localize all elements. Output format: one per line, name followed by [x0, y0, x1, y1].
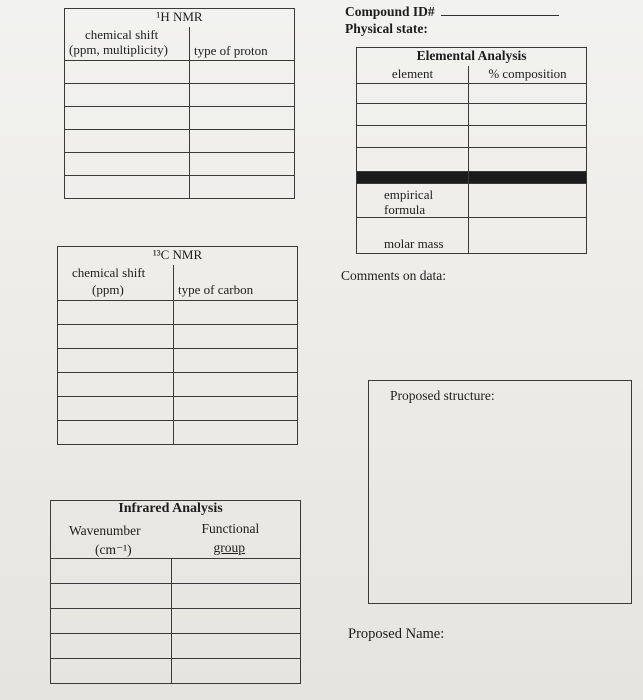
c-nmr-cell[interactable] — [58, 397, 174, 421]
elemental-cell[interactable] — [469, 84, 587, 104]
empirical-formula-cell[interactable] — [469, 184, 587, 218]
c-nmr-cell[interactable] — [174, 325, 298, 349]
h-nmr-cell[interactable] — [190, 176, 295, 199]
ir-cell[interactable] — [172, 634, 301, 659]
h-nmr-cell[interactable] — [190, 61, 295, 84]
elemental-cell[interactable] — [469, 126, 587, 148]
h-nmr-cell[interactable] — [65, 153, 190, 176]
c-nmr-carbon-header: type of carbon — [174, 265, 298, 301]
molar-mass-label: molar mass — [357, 218, 469, 254]
h-nmr-cell[interactable] — [190, 84, 295, 107]
proposed-name-label: Proposed Name: — [348, 626, 445, 642]
elemental-table — [356, 47, 587, 254]
c-nmr-cell[interactable] — [58, 301, 174, 325]
ir-table — [50, 500, 301, 684]
ir-cell[interactable] — [172, 659, 301, 684]
proposed-structure-label: Proposed structure: — [390, 388, 495, 403]
elemental-cell[interactable] — [469, 148, 587, 172]
h-nmr-cell[interactable] — [190, 107, 295, 130]
elemental-divider — [357, 172, 469, 184]
ir-cell[interactable] — [51, 634, 172, 659]
elemental-percent-header: % composition — [469, 66, 587, 84]
c-nmr-table — [57, 246, 298, 445]
h-nmr-table — [64, 8, 295, 199]
c-nmr-cell[interactable] — [58, 373, 174, 397]
elemental-cell[interactable] — [357, 104, 469, 126]
h-nmr-cell[interactable] — [65, 84, 190, 107]
elemental-title: Elemental Analysis — [357, 48, 587, 66]
h-nmr-cell[interactable] — [65, 61, 190, 84]
ir-wavenumber-header: Wavenumber (cm⁻¹) — [51, 521, 172, 559]
proposed-structure-box[interactable] — [368, 380, 632, 604]
ir-cell[interactable] — [172, 609, 301, 634]
h-nmr-shift-header: chemical shift (ppm, multiplicity) — [65, 27, 190, 61]
h-nmr-cell[interactable] — [190, 130, 295, 153]
c-nmr-cell[interactable] — [174, 397, 298, 421]
elemental-cell[interactable] — [357, 84, 469, 104]
c-nmr-title: ¹³C NMR — [58, 247, 298, 265]
h-nmr-cell[interactable] — [65, 107, 190, 130]
elemental-element-header: element — [357, 66, 469, 84]
ir-functional-header: Functional group — [172, 521, 301, 559]
ir-cell[interactable] — [51, 584, 172, 609]
ir-cell[interactable] — [172, 559, 301, 584]
compound-id-label: Compound ID# — [345, 4, 435, 19]
ir-cell[interactable] — [172, 584, 301, 609]
c-nmr-cell[interactable] — [58, 349, 174, 373]
c-nmr-cell[interactable] — [58, 325, 174, 349]
h-nmr-cell[interactable] — [190, 153, 295, 176]
comments-label: Comments on data: — [341, 268, 446, 283]
molar-mass-cell[interactable] — [469, 218, 587, 254]
compound-id-field[interactable] — [441, 15, 559, 16]
ir-cell[interactable] — [51, 559, 172, 584]
c-nmr-shift-header: chemical shift (ppm) — [58, 265, 174, 301]
elemental-cell[interactable] — [357, 126, 469, 148]
c-nmr-cell[interactable] — [174, 349, 298, 373]
elemental-cell[interactable] — [357, 148, 469, 172]
h-nmr-proton-header: type of proton — [190, 27, 295, 61]
elemental-divider — [469, 172, 587, 184]
c-nmr-cell[interactable] — [58, 421, 174, 445]
h-nmr-cell[interactable] — [65, 176, 190, 199]
c-nmr-cell[interactable] — [174, 373, 298, 397]
h-nmr-title: ¹H NMR — [65, 9, 295, 27]
c-nmr-cell[interactable] — [174, 301, 298, 325]
ir-title: Infrared Analysis — [51, 501, 301, 521]
ir-cell[interactable] — [51, 609, 172, 634]
ir-cell[interactable] — [51, 659, 172, 684]
h-nmr-cell[interactable] — [65, 130, 190, 153]
elemental-cell[interactable] — [469, 104, 587, 126]
c-nmr-cell[interactable] — [174, 421, 298, 445]
empirical-formula-label: empirical formula — [357, 184, 469, 218]
physical-state-label: Physical state: — [345, 21, 428, 36]
